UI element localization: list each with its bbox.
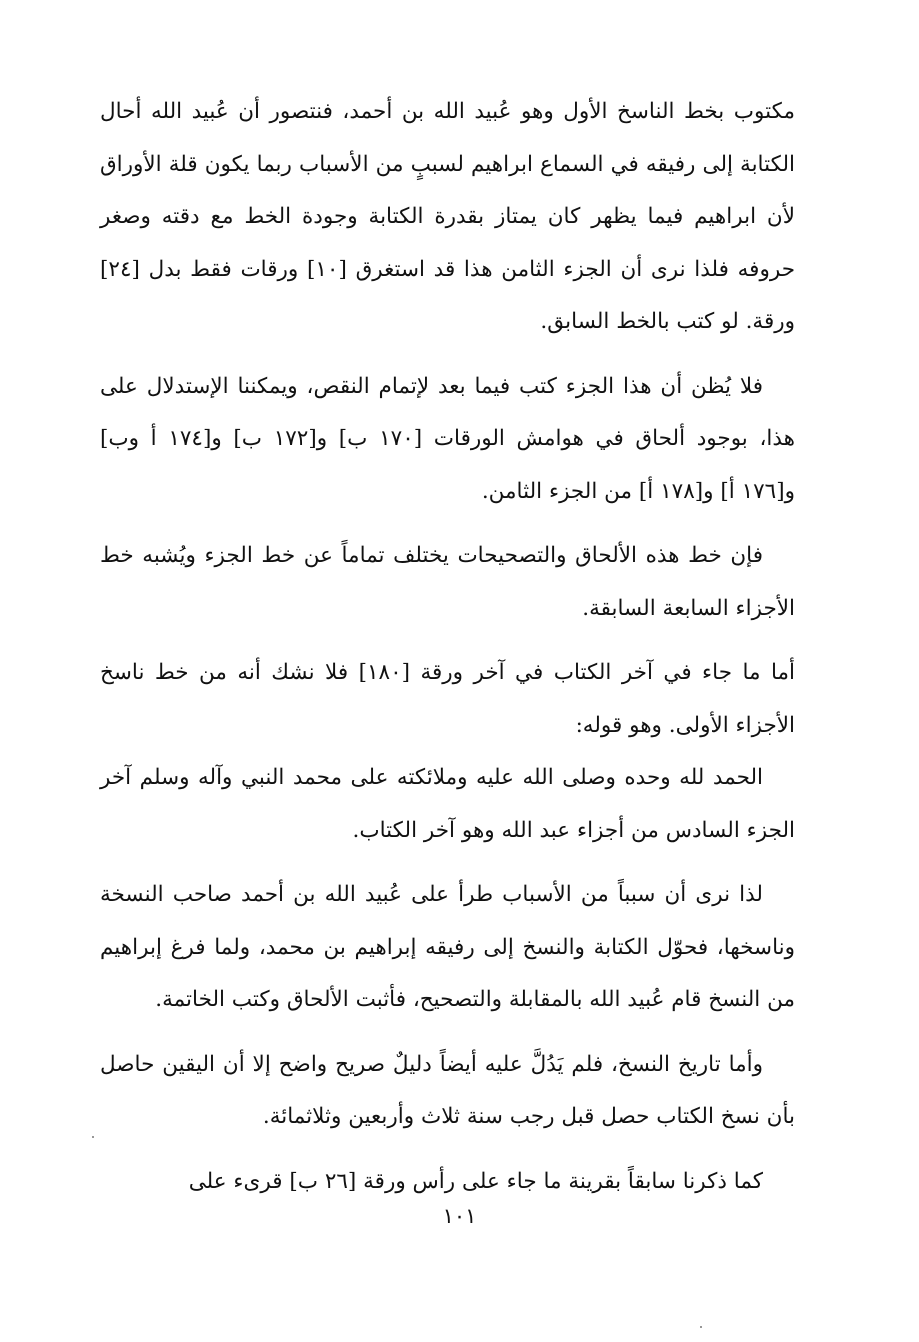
paragraph-2: فلا يُظن أن هذا الجزء كتب فيما بعد لإتمام النقص، ويمكننا الإستدلال على هذا، بوجود ألحاق في هوامش الورقات [١٧٠ ب] و[١٧٢ ب] و[١٧٤ أ وب] و[١٧٦ أ] و[١٧٨ أ] من الجزء الثامن. [100,373,795,504]
body-text [100,86,795,1208]
paragraph-3: فإن خط هذه الألحاق والتصحيحات يختلف تماماً عن خط الجزء ويُشبه خط الأجزاء السابعة السابقة. [100,543,795,621]
scan-speck [700,1326,702,1328]
paragraph-8: كما ذكرنا سابقاً بقرينة ما جاء على رأس ورقة [٢٦ ب] قرىء على [188,1168,763,1194]
paragraph-7: وأما تاريخ النسخ، فلم يَدُلَّ عليه أيضاً دليلٌ صريح واضح إلا أن اليقين حاصل بأن نسخ الكتاب حصل قبل رجب سنة ثلاث وأربعين وثلاثمائة. [100,1051,795,1129]
paragraph-1: مكتوب بخط الناسخ الأول وهو عُبيد الله بن أحمد، فنتصور أن عُبيد الله أحال الكتابة إلى رفيقه في السماع ابراهيم لسببٍ من الأسباب ربما يكون قلة الأوراق لأن ابراهيم فيما يظهر كان يمتاز بقدرة الكتابة وجودة الخط مع دقته وصغر حروفه فلذا نرى أن الجزء الثامن هذا قد استغرق [١٠] ورقات فقط بدل [٢٤] ورقة. لو كتب بالخط السابق. [100,99,795,334]
scan-speck [92,1136,94,1138]
paragraph-6: لذا نرى أن سبباً من الأسباب طرأ على عُبيد الله بن أحمد صاحب النسخة وناسخها، فحوّل الكتابة والنسخ إلى رفيقه إبراهيم بن محمد، ولما فرغ إبراهيم من النسخ قام عُبيد الله بالمقابلة والتصحيح، فأثبت الألحاق وكتب الخاتمة. [100,882,795,1012]
page-number: ١٠١ [442,1204,477,1228]
quotation-paragraph: الحمد لله وحده وصلى الله عليه وملائكته على محمد النبي وآله وسلم آخر الجزء السادس من أجزاء عبد الله وهو آخر الكتاب. [100,765,795,843]
paragraph-4: أما ما جاء في آخر الكتاب في آخر ورقة [١٨٠] فلا نشك أنه من خط ناسخ الأجزاء الأولى. وهو قوله: [100,660,795,738]
